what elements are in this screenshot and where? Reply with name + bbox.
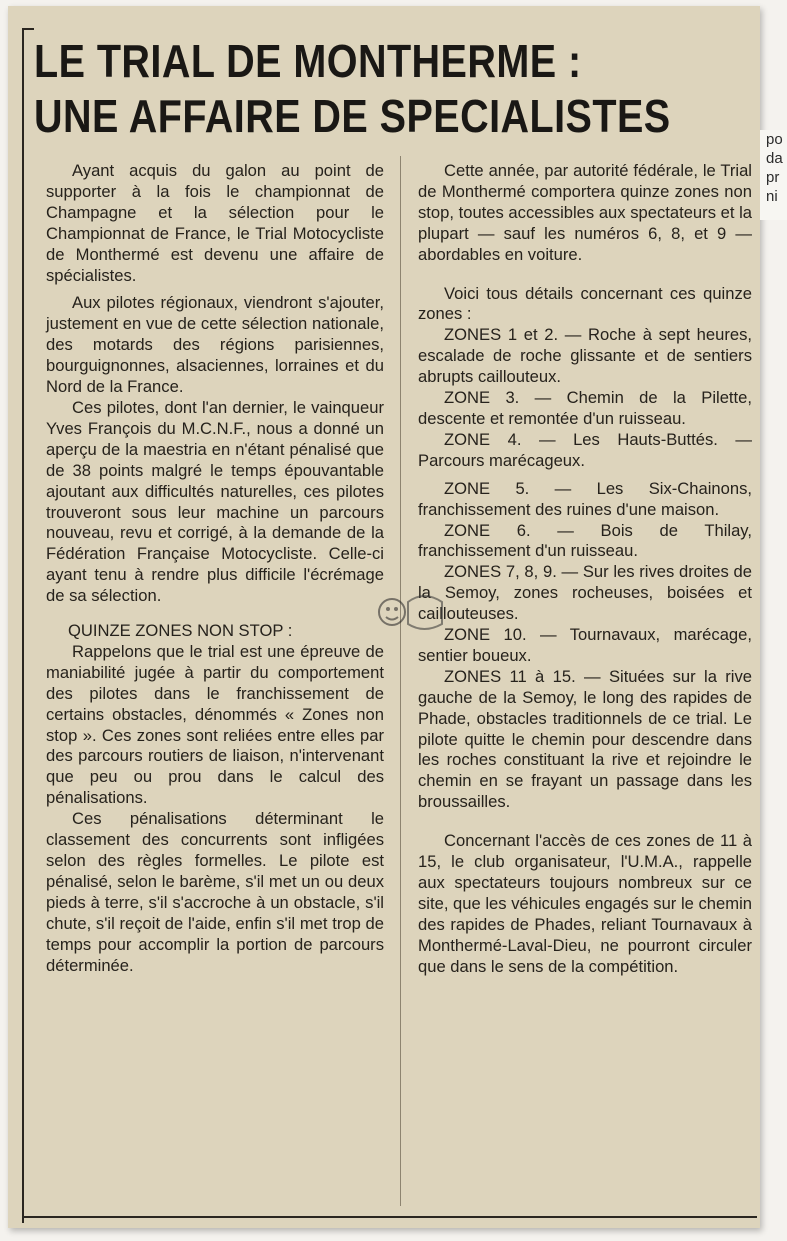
subheading: QUINZE ZONES NON STOP :: [68, 621, 293, 641]
paragraph: Ayant acquis du galon au point de supporter à la fois le championnat de Champagne et la sélection pour le Championnat de France, le Trial Motocycliste de Monthermé est devenu une affaire de spécialistes.: [46, 161, 384, 285]
headline: [34, 34, 671, 144]
zone-entry: ZONE 5. — Les Six-Chainons, franchissement des ruines d'une maison.: [418, 478, 752, 519]
zone-entry: ZONE 4. — Les Hauts-Buttés. — Parcours marécageux.: [418, 429, 752, 470]
paragraph: Ces pénalisations déterminant le classement des concurrents sont infligées selon des règles formelles. Le pilote est pénalisé, selon le barème, s'il met un ou deux pieds à terre, s'il s'accroche à un obstacle, s'il chute, s'il reçoit de l'aide, enfin s'il met trop de temps pour accomplir la portion de parcours déterminée.: [46, 809, 384, 975]
fragment-line: ni: [766, 188, 778, 205]
zone-entry: ZONE 3. — Chemin de la Pilette, descente et remontée d'un ruisseau.: [418, 388, 752, 428]
fragment-line: da: [766, 150, 783, 167]
paragraph: Ces pilotes, dont l'an dernier, le vainqueur Yves François du M.C.N.F., nous a donné un aperçu de la maestria en n'étant pénalisé que de 38 points malgré le temps épouvantable ajoutant aux difficultés naturelles, ces pilotes trouveront sous leur machine un parcours nouveau, revu et corrigé, à la demande de la Fédération Française Motocycliste. Celle-ci ayant tenu à rendre plus difficile l'écrémage de sa sélection.: [46, 397, 384, 606]
frame-rule-left: [22, 28, 24, 1223]
zone-entry: ZONES 11 à 15. — Situées sur la rive gauche de la Semoy, le long des rapides de Phade, obstacles traditionnels de ce trial. Le pilote quitte le chemin pour descendre dans les roches constituant la rive et rejoindre le chemin en se frayant un passage dans les broussailles.: [418, 666, 752, 812]
zone-entry: ZONES 7, 8, 9. — Sur les rives droites de la Semoy, zones rocheuses, boisées et caillouteuses.: [418, 562, 752, 624]
paragraph: Cette année, par autorité fédérale, le Trial de Monthermé comportera quinze zones non stop, toutes accessibles aux spectateurs et la plupart — sauf les numéros 6, 8, et 9 — abordables en voiture.: [418, 161, 752, 264]
column-divider: [400, 156, 401, 1206]
newspaper-clipping: [8, 6, 760, 1228]
paragraph: Aux pilotes régionaux, viendront s'ajouter, justement en vue de cette sélection nationale, des motards des régions parisiennes, bourguignonnes, alsaciennes, lorraines et du Nord de la France.: [46, 293, 384, 397]
fragment-line: po: [766, 131, 783, 148]
paragraph: Rappelons que le trial est une épreuve de maniabilité jugée à partir du comportement des pilotes dans le franchissement de certains obstacles, dénommés « Zones non stop ». Ces zones sont reliées entre elles par des parcours routiers de liaison, n'intervenant que peu ou prou dans le calcul des pénalisations.: [46, 641, 384, 808]
headline-line-2: UNE AFFAIRE DE SPECIALISTES: [34, 90, 671, 142]
zone-entry: ZONE 10. — Tournavaux, marécage, sentier boueux.: [418, 625, 752, 665]
zone-entry: ZONES 1 et 2. — Roche à sept heures, escalade de roche glissante et de sentiers abrupts caillouteux.: [418, 325, 752, 387]
zone-entry: ZONE 6. — Bois de Thilay, franchissement d'un ruisseau.: [418, 520, 752, 561]
frame-rule-bottom: [22, 1216, 757, 1218]
article-column-1: [46, 161, 384, 976]
watermark-logo-icon: [372, 584, 448, 640]
adjacent-article-fragment: [760, 130, 787, 220]
frame-rule-top: [22, 28, 34, 30]
paragraph: Concernant l'accès de ces zones de 11 à 15, le club organisateur, l'U.M.A., rappelle aux spectateurs toujours nombreux sur ce site, que les véhicules engagés sur le chemin des rapides de Phades, reliant Tournavaux à Monthermé-Laval-Dieu, ne pourront circuler que dans le sens de la compétition.: [418, 831, 752, 976]
article-column-2: [418, 161, 752, 978]
fragment-line: pr: [766, 169, 780, 186]
paragraph: Voici tous détails concernant ces quinze zones :: [418, 283, 752, 324]
headline-line-1: LE TRIAL DE MONTHERME :: [34, 35, 582, 87]
